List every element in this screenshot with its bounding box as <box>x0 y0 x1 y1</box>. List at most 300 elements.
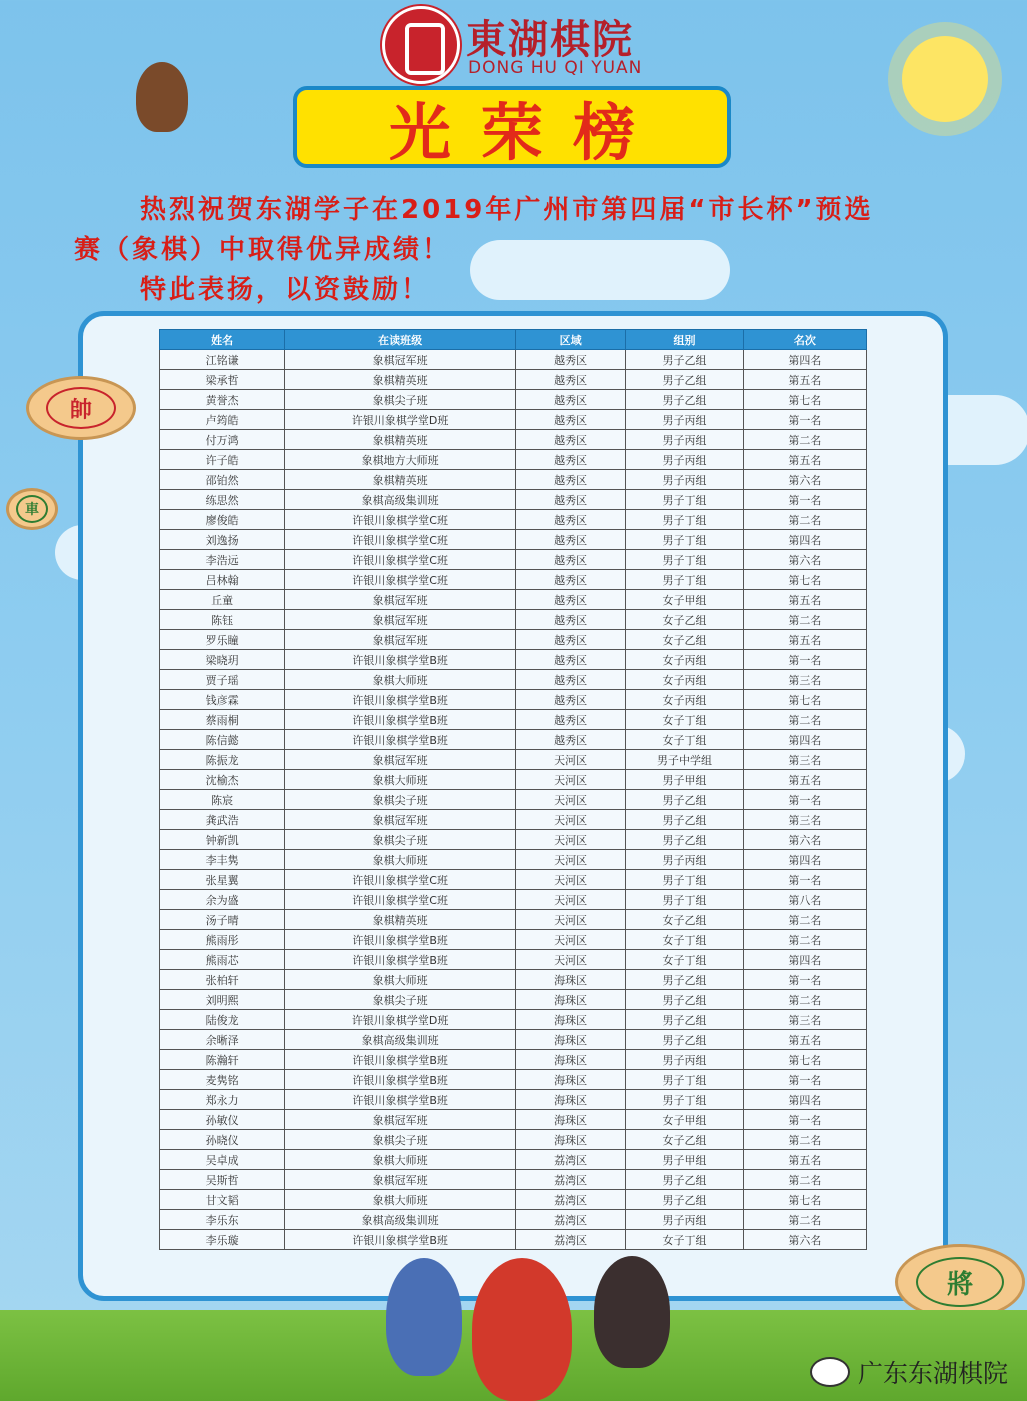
table-row <box>160 930 867 950</box>
table-row <box>160 470 867 490</box>
cell-rank: 第七名 <box>743 390 866 410</box>
banner-title: 光荣榜 <box>388 95 665 169</box>
cell-rank: 第六名 <box>743 1230 866 1250</box>
cell-class: 象棋尖子班 <box>285 830 516 850</box>
cell-class: 象棋冠军班 <box>285 610 516 630</box>
col-class-header: 在读班级 <box>285 330 516 350</box>
cell-district: 越秀区 <box>515 350 625 370</box>
results-table <box>159 329 867 1250</box>
cell-class: 许银川象棋学堂C班 <box>285 530 516 550</box>
cell-district: 越秀区 <box>515 670 625 690</box>
table-row <box>160 1190 867 1210</box>
cell-name: 陆俊龙 <box>160 1010 285 1030</box>
cell-district: 荔湾区 <box>515 1150 625 1170</box>
cell-rank: 第二名 <box>743 510 866 530</box>
cell-group: 男子丙组 <box>626 850 743 870</box>
cell-class: 许银川象棋学堂C班 <box>285 870 516 890</box>
cell-class: 象棋精英班 <box>285 910 516 930</box>
cell-name: 李丰隽 <box>160 850 285 870</box>
cell-class: 象棋尖子班 <box>285 1130 516 1150</box>
cell-district: 越秀区 <box>515 610 625 630</box>
cell-group: 男子丁组 <box>626 1090 743 1110</box>
logo-seal-icon <box>382 6 460 84</box>
cell-group: 男子丙组 <box>626 470 743 490</box>
cell-name: 张星翼 <box>160 870 285 890</box>
cell-class: 许银川象棋学堂C班 <box>285 550 516 570</box>
cell-name: 龚武浩 <box>160 810 285 830</box>
cell-district: 越秀区 <box>515 510 625 530</box>
table-row <box>160 350 867 370</box>
cell-district: 越秀区 <box>515 690 625 710</box>
cell-rank: 第四名 <box>743 530 866 550</box>
table-row <box>160 770 867 790</box>
cell-rank: 第一名 <box>743 870 866 890</box>
cell-class: 象棋尖子班 <box>285 390 516 410</box>
table-row <box>160 1110 867 1130</box>
cell-group: 男子丁组 <box>626 1070 743 1090</box>
cell-group: 男子乙组 <box>626 370 743 390</box>
table-row <box>160 390 867 410</box>
cell-group: 男子乙组 <box>626 390 743 410</box>
table-row <box>160 610 867 630</box>
cell-rank: 第六名 <box>743 470 866 490</box>
cell-district: 海珠区 <box>515 1130 625 1150</box>
table-row <box>160 1130 867 1150</box>
cell-rank: 第五名 <box>743 1030 866 1050</box>
shuai-piece-label: 帥 <box>46 387 116 429</box>
cell-group: 女子乙组 <box>626 1130 743 1150</box>
cell-district: 荔湾区 <box>515 1170 625 1190</box>
table-row <box>160 750 867 770</box>
cell-district: 海珠区 <box>515 1110 625 1130</box>
table-row <box>160 710 867 730</box>
table-row <box>160 950 867 970</box>
cell-name: 陈瀚轩 <box>160 1050 285 1070</box>
intro-line-1: 热烈祝贺东湖学子在2019年广州市第四届“市长杯”预选 <box>140 195 874 225</box>
table-row <box>160 810 867 830</box>
cell-group: 男子中学组 <box>626 750 743 770</box>
cell-name: 张柏轩 <box>160 970 285 990</box>
table-row <box>160 1010 867 1030</box>
cell-name: 廖俊皓 <box>160 510 285 530</box>
table-row <box>160 890 867 910</box>
cell-class: 许银川象棋学堂C班 <box>285 570 516 590</box>
cell-name: 许子皓 <box>160 450 285 470</box>
cell-rank: 第五名 <box>743 370 866 390</box>
cell-name: 汤子晴 <box>160 910 285 930</box>
cartoon-general-black-icon <box>594 1256 670 1368</box>
cell-rank: 第七名 <box>743 1050 866 1070</box>
cell-group: 男子丁组 <box>626 510 743 530</box>
cell-rank: 第二名 <box>743 1170 866 1190</box>
cell-group: 男子乙组 <box>626 1030 743 1050</box>
cell-rank: 第二名 <box>743 710 866 730</box>
col-group-header: 组别 <box>626 330 743 350</box>
cell-rank: 第三名 <box>743 1010 866 1030</box>
table-row <box>160 650 867 670</box>
cell-rank: 第二名 <box>743 1130 866 1150</box>
cell-class: 象棋高级集训班 <box>285 1030 516 1050</box>
cell-name: 钱彦霖 <box>160 690 285 710</box>
cell-group: 男子乙组 <box>626 1010 743 1030</box>
cartoon-scholar-icon <box>386 1258 462 1376</box>
footer-account-name: 广东东湖棋院 <box>858 1359 1009 1388</box>
logo-chinese: 東湖棋院 <box>466 16 634 63</box>
ju-piece-icon <box>6 488 58 530</box>
table-row <box>160 670 867 690</box>
cell-district: 海珠区 <box>515 1030 625 1050</box>
table-row <box>160 830 867 850</box>
cell-rank: 第四名 <box>743 950 866 970</box>
cell-rank: 第二名 <box>743 990 866 1010</box>
cell-group: 女子乙组 <box>626 630 743 650</box>
cell-district: 越秀区 <box>515 450 625 470</box>
cell-name: 熊雨彤 <box>160 930 285 950</box>
cell-class: 象棋尖子班 <box>285 790 516 810</box>
cell-group: 男子乙组 <box>626 350 743 370</box>
cell-group: 女子丙组 <box>626 650 743 670</box>
cell-district: 海珠区 <box>515 1090 625 1110</box>
intro-text <box>74 190 954 310</box>
cell-name: 余晰泽 <box>160 1030 285 1050</box>
cell-rank: 第二名 <box>743 910 866 930</box>
cell-name: 梁晓玥 <box>160 650 285 670</box>
cell-rank: 第七名 <box>743 690 866 710</box>
cell-district: 天河区 <box>515 890 625 910</box>
cell-district: 越秀区 <box>515 550 625 570</box>
cell-class: 许银川象棋学堂B班 <box>285 710 516 730</box>
cell-name: 陈信懿 <box>160 730 285 750</box>
cell-class: 象棋冠军班 <box>285 810 516 830</box>
jiang-piece-icon <box>895 1244 1025 1320</box>
cell-district: 天河区 <box>515 750 625 770</box>
cell-district: 天河区 <box>515 930 625 950</box>
cell-district: 荔湾区 <box>515 1210 625 1230</box>
table-row <box>160 1070 867 1090</box>
cell-district: 越秀区 <box>515 490 625 510</box>
cell-class: 许银川象棋学堂D班 <box>285 410 516 430</box>
jiang-piece-label: 將 <box>916 1257 1004 1307</box>
cell-rank: 第一名 <box>743 1070 866 1090</box>
cell-name: 甘文韬 <box>160 1190 285 1210</box>
cell-group: 女子丁组 <box>626 950 743 970</box>
cell-name: 郑永力 <box>160 1090 285 1110</box>
cell-rank: 第三名 <box>743 750 866 770</box>
cell-district: 越秀区 <box>515 430 625 450</box>
cell-district: 越秀区 <box>515 370 625 390</box>
cell-class: 许银川象棋学堂B班 <box>285 1090 516 1110</box>
cell-name: 卢筠皓 <box>160 410 285 430</box>
footer-account <box>810 1354 1008 1390</box>
cell-name: 黄誉杰 <box>160 390 285 410</box>
cell-rank: 第二名 <box>743 610 866 630</box>
cell-group: 男子丙组 <box>626 430 743 450</box>
table-row <box>160 450 867 470</box>
table-row <box>160 550 867 570</box>
cell-name: 孙晓仪 <box>160 1130 285 1150</box>
cell-name: 陈钰 <box>160 610 285 630</box>
cell-class: 象棋冠军班 <box>285 350 516 370</box>
cell-group: 女子丁组 <box>626 730 743 750</box>
cell-rank: 第四名 <box>743 1090 866 1110</box>
cell-name: 刘明熙 <box>160 990 285 1010</box>
cell-rank: 第一名 <box>743 970 866 990</box>
cell-rank: 第六名 <box>743 550 866 570</box>
cell-name: 李乐璇 <box>160 1230 285 1250</box>
cell-name: 吕林翰 <box>160 570 285 590</box>
cartoon-mascot-icon <box>136 62 188 132</box>
cell-district: 天河区 <box>515 910 625 930</box>
cell-class: 象棋大师班 <box>285 770 516 790</box>
cell-name: 梁承哲 <box>160 370 285 390</box>
honor-roll-banner <box>293 86 731 168</box>
cell-class: 象棋高级集训班 <box>285 490 516 510</box>
table-row <box>160 370 867 390</box>
cell-group: 男子乙组 <box>626 1190 743 1210</box>
table-row <box>160 490 867 510</box>
cell-name: 蔡雨桐 <box>160 710 285 730</box>
cell-name: 江铭谦 <box>160 350 285 370</box>
cell-district: 越秀区 <box>515 410 625 430</box>
cell-group: 男子乙组 <box>626 790 743 810</box>
table-row <box>160 990 867 1010</box>
cell-group: 女子甲组 <box>626 590 743 610</box>
logo-english: DONG HU QI YUAN <box>468 58 643 78</box>
table-row <box>160 530 867 550</box>
table-row <box>160 790 867 810</box>
cell-district: 荔湾区 <box>515 1230 625 1250</box>
cell-group: 男子乙组 <box>626 830 743 850</box>
cell-class: 象棋冠军班 <box>285 630 516 650</box>
cell-class: 象棋冠军班 <box>285 590 516 610</box>
cell-rank: 第五名 <box>743 630 866 650</box>
cell-rank: 第二名 <box>743 430 866 450</box>
cell-group: 男子丁组 <box>626 550 743 570</box>
cell-group: 男子甲组 <box>626 1150 743 1170</box>
cell-name: 刘逸扬 <box>160 530 285 550</box>
cell-group: 男子丙组 <box>626 1050 743 1070</box>
wechat-icon <box>810 1357 850 1387</box>
table-row <box>160 410 867 430</box>
table-row <box>160 850 867 870</box>
cell-class: 许银川象棋学堂C班 <box>285 510 516 530</box>
cell-name: 贾子瑶 <box>160 670 285 690</box>
table-row <box>160 970 867 990</box>
cell-rank: 第四名 <box>743 850 866 870</box>
logo <box>382 6 662 82</box>
cell-district: 天河区 <box>515 810 625 830</box>
cell-name: 钟新凯 <box>160 830 285 850</box>
cell-class: 象棋地方大师班 <box>285 450 516 470</box>
cell-class: 象棋大师班 <box>285 670 516 690</box>
cell-group: 女子丁组 <box>626 710 743 730</box>
cell-rank: 第七名 <box>743 1190 866 1210</box>
cell-group: 男子丁组 <box>626 890 743 910</box>
cell-class: 象棋精英班 <box>285 470 516 490</box>
cell-class: 象棋高级集训班 <box>285 1210 516 1230</box>
cell-rank: 第七名 <box>743 570 866 590</box>
table-row <box>160 1150 867 1170</box>
cell-class: 象棋精英班 <box>285 430 516 450</box>
table-row <box>160 1170 867 1190</box>
cell-district: 海珠区 <box>515 1010 625 1030</box>
table-row <box>160 1050 867 1070</box>
cell-name: 孙敏仪 <box>160 1110 285 1130</box>
cell-name: 练思然 <box>160 490 285 510</box>
cell-class: 许银川象棋学堂B班 <box>285 690 516 710</box>
table-row <box>160 590 867 610</box>
cell-district: 天河区 <box>515 950 625 970</box>
shuai-piece-icon <box>26 376 136 440</box>
cell-class: 象棋冠军班 <box>285 1110 516 1130</box>
cell-group: 男子丁组 <box>626 570 743 590</box>
table-row <box>160 730 867 750</box>
col-rank-header: 名次 <box>743 330 866 350</box>
cell-group: 女子甲组 <box>626 1110 743 1130</box>
cell-rank: 第三名 <box>743 810 866 830</box>
cell-name: 余为盛 <box>160 890 285 910</box>
cell-group: 女子乙组 <box>626 910 743 930</box>
cell-district: 海珠区 <box>515 970 625 990</box>
cell-district: 越秀区 <box>515 470 625 490</box>
cell-group: 男子丙组 <box>626 410 743 430</box>
cell-name: 吴斯哲 <box>160 1170 285 1190</box>
cell-name: 付万鸿 <box>160 430 285 450</box>
cell-rank: 第八名 <box>743 890 866 910</box>
cell-group: 女子丁组 <box>626 1230 743 1250</box>
cell-rank: 第五名 <box>743 590 866 610</box>
cell-group: 男子丙组 <box>626 1210 743 1230</box>
cell-class: 许银川象棋学堂B班 <box>285 1230 516 1250</box>
cell-class: 象棋大师班 <box>285 1150 516 1170</box>
cell-rank: 第二名 <box>743 1210 866 1230</box>
ju-piece-label: 車 <box>16 495 48 523</box>
cell-rank: 第四名 <box>743 350 866 370</box>
cell-name: 吴卓成 <box>160 1150 285 1170</box>
col-district-header: 区域 <box>515 330 625 350</box>
cell-name: 沈榆杰 <box>160 770 285 790</box>
cell-class: 象棋精英班 <box>285 370 516 390</box>
cell-name: 熊雨芯 <box>160 950 285 970</box>
cell-rank: 第三名 <box>743 670 866 690</box>
col-name-header: 姓名 <box>160 330 285 350</box>
cell-name: 麦隽铭 <box>160 1070 285 1090</box>
table-row <box>160 1090 867 1110</box>
cell-district: 天河区 <box>515 790 625 810</box>
cell-district: 越秀区 <box>515 390 625 410</box>
cell-district: 海珠区 <box>515 1070 625 1090</box>
cell-class: 象棋大师班 <box>285 850 516 870</box>
table-row <box>160 630 867 650</box>
cell-class: 许银川象棋学堂B班 <box>285 1050 516 1070</box>
sun-icon <box>902 36 988 122</box>
table-row <box>160 1230 867 1250</box>
cell-group: 女子丙组 <box>626 670 743 690</box>
cell-class: 象棋冠军班 <box>285 750 516 770</box>
table-row <box>160 570 867 590</box>
cell-group: 男子丁组 <box>626 490 743 510</box>
cell-district: 荔湾区 <box>515 1190 625 1210</box>
cell-district: 天河区 <box>515 850 625 870</box>
table-row <box>160 1030 867 1050</box>
cell-rank: 第四名 <box>743 730 866 750</box>
cell-name: 陈振龙 <box>160 750 285 770</box>
cell-rank: 第六名 <box>743 830 866 850</box>
cell-rank: 第一名 <box>743 790 866 810</box>
cell-district: 天河区 <box>515 870 625 890</box>
cell-name: 陈宸 <box>160 790 285 810</box>
intro-line-2: 赛（象棋）中取得优异成绩！ <box>74 235 452 265</box>
cell-district: 越秀区 <box>515 590 625 610</box>
cell-district: 海珠区 <box>515 990 625 1010</box>
cell-group: 男子丙组 <box>626 450 743 470</box>
table-row <box>160 1210 867 1230</box>
table-row <box>160 910 867 930</box>
table-header-row <box>160 330 867 350</box>
cell-group: 女子丙组 <box>626 690 743 710</box>
cell-class: 许银川象棋学堂B班 <box>285 950 516 970</box>
cell-name: 丘童 <box>160 590 285 610</box>
cell-class: 许银川象棋学堂B班 <box>285 650 516 670</box>
cell-group: 男子乙组 <box>626 1170 743 1190</box>
cell-rank: 第一名 <box>743 490 866 510</box>
cell-district: 越秀区 <box>515 530 625 550</box>
table-row <box>160 430 867 450</box>
cell-class: 象棋尖子班 <box>285 990 516 1010</box>
cell-name: 邵铂然 <box>160 470 285 490</box>
intro-line-3: 特此表扬，以资鼓励！ <box>140 275 431 305</box>
cell-name: 李浩远 <box>160 550 285 570</box>
cell-class: 象棋大师班 <box>285 1190 516 1210</box>
cell-district: 越秀区 <box>515 730 625 750</box>
cell-group: 女子乙组 <box>626 610 743 630</box>
cell-class: 象棋大师班 <box>285 970 516 990</box>
cell-class: 许银川象棋学堂C班 <box>285 890 516 910</box>
cell-class: 许银川象棋学堂B班 <box>285 930 516 950</box>
cell-district: 天河区 <box>515 830 625 850</box>
cell-rank: 第一名 <box>743 1110 866 1130</box>
cell-group: 男子甲组 <box>626 770 743 790</box>
cell-rank: 第一名 <box>743 650 866 670</box>
cell-district: 越秀区 <box>515 570 625 590</box>
cell-rank: 第五名 <box>743 450 866 470</box>
cell-group: 男子丁组 <box>626 530 743 550</box>
cell-district: 海珠区 <box>515 1050 625 1070</box>
cell-rank: 第五名 <box>743 770 866 790</box>
cell-district: 越秀区 <box>515 710 625 730</box>
cell-rank: 第五名 <box>743 1150 866 1170</box>
table-row <box>160 870 867 890</box>
table-row <box>160 510 867 530</box>
cell-district: 越秀区 <box>515 650 625 670</box>
cell-group: 男子乙组 <box>626 990 743 1010</box>
cell-class: 许银川象棋学堂B班 <box>285 730 516 750</box>
cell-rank: 第二名 <box>743 930 866 950</box>
cell-district: 越秀区 <box>515 630 625 650</box>
cell-group: 女子丁组 <box>626 930 743 950</box>
cell-class: 象棋冠军班 <box>285 1170 516 1190</box>
cell-name: 李乐东 <box>160 1210 285 1230</box>
cell-group: 男子乙组 <box>626 810 743 830</box>
cell-class: 许银川象棋学堂D班 <box>285 1010 516 1030</box>
cell-rank: 第一名 <box>743 410 866 430</box>
cartoon-general-red-icon <box>472 1258 572 1401</box>
table-row <box>160 690 867 710</box>
cell-name: 罗乐瞳 <box>160 630 285 650</box>
cell-group: 男子丁组 <box>626 870 743 890</box>
cell-group: 男子乙组 <box>626 970 743 990</box>
cell-class: 许银川象棋学堂B班 <box>285 1070 516 1090</box>
